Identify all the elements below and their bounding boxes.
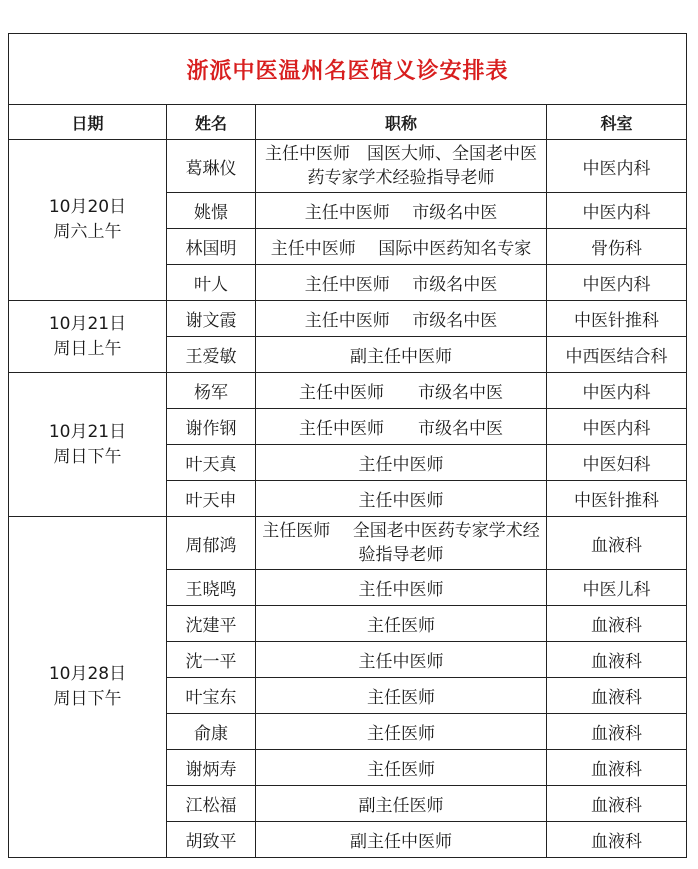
date-cell	[9, 140, 167, 301]
doctor-name: 杨军	[167, 373, 256, 409]
department: 骨伤科	[547, 229, 687, 265]
doctor-title: 主任中医师 市级名中医	[256, 193, 547, 229]
doctor-name: 姚憬	[167, 193, 256, 229]
doctor-title: 主任医师	[256, 714, 547, 750]
doctor-title: 主任中医师 市级名中医	[256, 265, 547, 301]
department: 中医内科	[547, 193, 687, 229]
department: 血液科	[547, 714, 687, 750]
doctor-name: 叶天真	[167, 445, 256, 481]
doctor-title: 副主任医师	[256, 786, 547, 822]
doctor-title: 主任中医师	[256, 481, 547, 517]
department: 血液科	[547, 642, 687, 678]
doctor-title: 主任中医师 市级名中医	[256, 373, 547, 409]
doctor-name: 王爱敏	[167, 337, 256, 373]
date-session: 周日下午	[53, 446, 122, 467]
doctor-title: 主任医师 全国老中医药专家学术经验指导老师	[256, 517, 547, 570]
doctor-name: 沈一平	[167, 642, 256, 678]
header-dept: 科室	[547, 105, 687, 140]
title-cell	[9, 34, 687, 105]
department: 中医内科	[547, 265, 687, 301]
date-cell	[9, 517, 167, 858]
doctor-name: 王晓鸣	[167, 570, 256, 606]
header-date: 日期	[9, 105, 167, 140]
doctor-title: 主任中医师 国际中医药知名专家	[256, 229, 547, 265]
doctor-title: 主任中医师 市级名中医	[256, 409, 547, 445]
doctor-name: 沈建平	[167, 606, 256, 642]
doctor-title: 副主任中医师	[256, 822, 547, 858]
header-name: 姓名	[167, 105, 256, 140]
schedule-table	[8, 33, 687, 858]
department: 中医针推科	[547, 481, 687, 517]
doctor-name: 林国明	[167, 229, 256, 265]
department: 血液科	[547, 678, 687, 714]
doctor-title: 主任中医师	[256, 570, 547, 606]
date-session: 周日下午	[53, 689, 122, 709]
schedule-body	[9, 140, 687, 858]
date-day: 10月21日	[48, 313, 127, 334]
schedule-sheet	[8, 33, 686, 858]
doctor-name: 叶宝东	[167, 678, 256, 714]
doctor-name: 谢炳寿	[167, 750, 256, 786]
header-row	[9, 105, 687, 140]
doctor-title: 主任中医师	[256, 445, 547, 481]
department: 中医针推科	[547, 301, 687, 337]
department: 血液科	[547, 822, 687, 858]
doctor-title: 副主任中医师	[256, 337, 547, 373]
department: 中医内科	[547, 409, 687, 445]
date-cell	[9, 301, 167, 373]
doctor-title: 主任医师	[256, 678, 547, 714]
date-day: 10月28日	[48, 664, 127, 684]
date-day: 10月21日	[48, 421, 127, 442]
date-session: 周日上午	[53, 338, 122, 359]
doctor-name: 谢文霞	[167, 301, 256, 337]
doctor-name: 俞康	[167, 714, 256, 750]
table-row	[9, 373, 687, 409]
doctor-name: 叶天申	[167, 481, 256, 517]
department: 中西医结合科	[547, 337, 687, 373]
doctor-name: 叶人	[167, 265, 256, 301]
doctor-title: 主任医师	[256, 750, 547, 786]
doctor-name: 周郁鸿	[167, 517, 256, 570]
table-row	[9, 301, 687, 337]
header-title: 职称	[256, 105, 547, 140]
date-day: 10月20日	[48, 197, 127, 217]
department: 中医内科	[547, 373, 687, 409]
doctor-title: 主任中医师 市级名中医	[256, 301, 547, 337]
date-cell	[9, 373, 167, 517]
department: 血液科	[547, 606, 687, 642]
department: 中医妇科	[547, 445, 687, 481]
table-title: 浙派中医温州名医馆义诊安排表	[186, 58, 509, 84]
doctor-title: 主任中医师	[256, 642, 547, 678]
date-session: 周六上午	[53, 222, 122, 242]
table-row	[9, 140, 687, 193]
doctor-title: 主任中医师 国医大师、全国老中医药专家学术经验指导老师	[256, 140, 547, 193]
doctor-title: 主任医师	[256, 606, 547, 642]
department: 中医儿科	[547, 570, 687, 606]
doctor-name: 胡致平	[167, 822, 256, 858]
table-row	[9, 517, 687, 570]
doctor-name: 谢作钢	[167, 409, 256, 445]
department: 血液科	[547, 750, 687, 786]
doctor-name: 葛琳仪	[167, 140, 256, 193]
department: 血液科	[547, 517, 687, 570]
department: 中医内科	[547, 140, 687, 193]
doctor-name: 江松福	[167, 786, 256, 822]
department: 血液科	[547, 786, 687, 822]
